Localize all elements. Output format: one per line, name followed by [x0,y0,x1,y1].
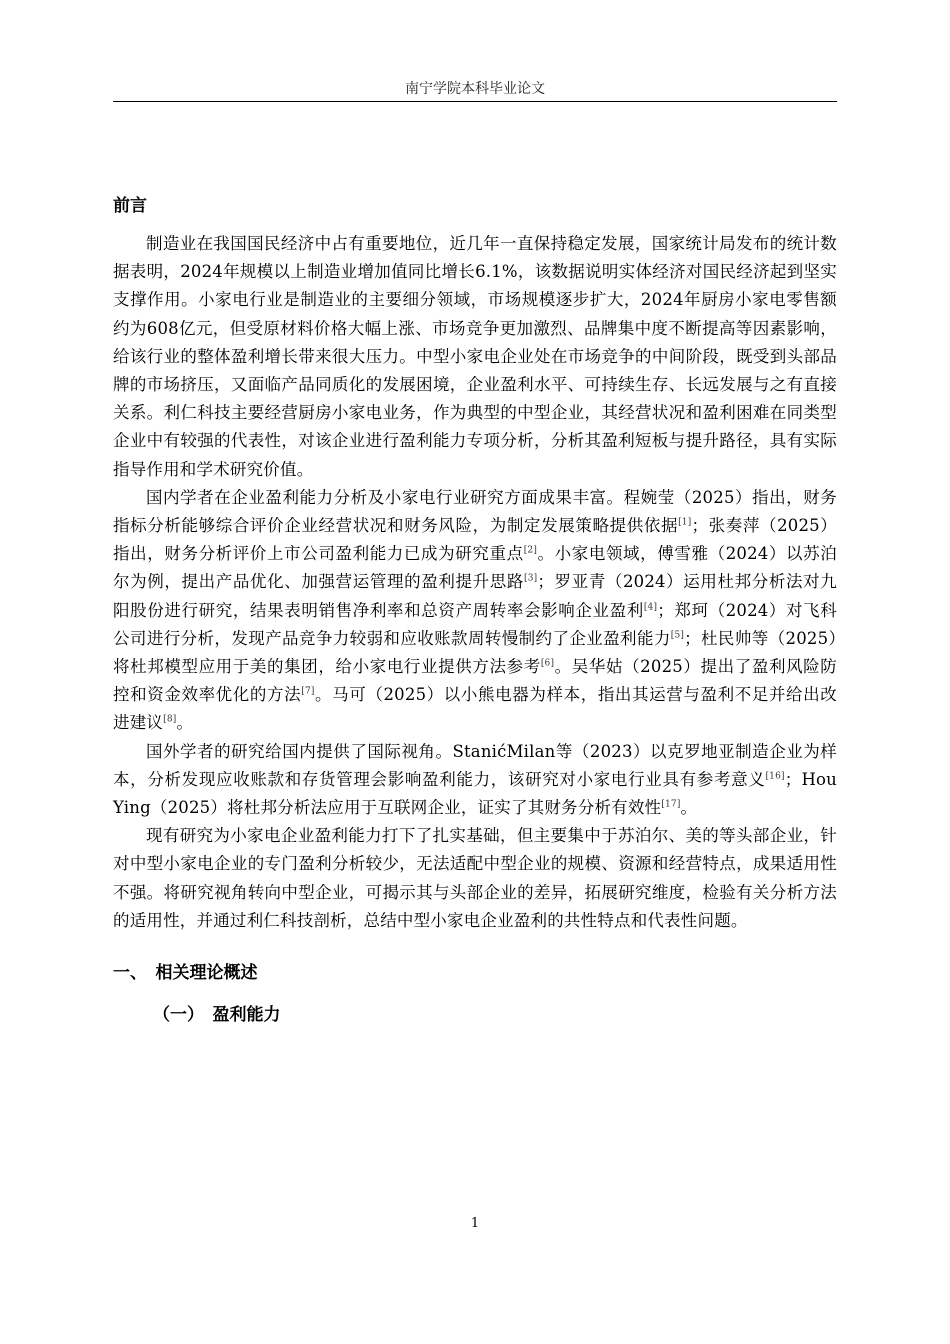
page-number: 1 [470,1216,480,1231]
text-run: ；Hou Ying（2025）将杜邦分析法应用于互联网企业，证实了其财务分析有效性 [113,769,837,818]
preface-heading: 前言 [113,196,147,216]
text-run: 。吴华姑（2025）提出了盈利风险防控和资金效率优化的方法 [113,657,837,705]
text-run: 国外学者的研究给国内提供了国际视角。StanićMilan等（2023）以克罗地亚制造企业为样本，分析发现应收账款和存货管理会影响盈利能力，该研究对小家电行业具有参考意义 [113,741,837,789]
citation-mark: [3] [523,573,538,584]
text-run: ；杜民帅等（2025）将杜邦模型应用于美的集团，给小家电行业提供方法参考 [113,628,837,677]
running-header: 南宁学院本科毕业论文 [405,81,545,97]
subsection-heading-1: （一） 盈利能力 [153,1005,281,1026]
preface-paragraph-3 [113,738,837,823]
page-body [113,190,837,1031]
citation-mark: [16] [765,771,785,782]
citation-mark: [6] [540,658,555,669]
section-heading-1: 一、 相关理论概述 [113,963,258,984]
text-run: 国内学者在企业盈利能力分析及小家电行业研究方面成果丰富。程婉莹（2025）指出，财务指标分析能够综合评价企业经营状况和财务风险，为制定发展策略提供依据 [113,487,837,536]
citation-mark: [8] [163,714,177,725]
citation-mark: [5] [670,630,685,641]
text-run: 。 [680,798,698,818]
citation-mark: [17] [661,799,681,810]
header-rule [113,101,837,102]
citation-mark: [1] [678,517,692,528]
text-run: ；郑珂（2024）对飞科公司进行分析，发现产品竞争力较弱和应收账款周转慢制约了企业盈利能力 [113,600,837,648]
citation-mark: [7] [301,686,315,697]
text-run: 。马可（2025）以小熊电器为样本，指出其运营与盈利不足并给出改进建议 [113,685,837,733]
preface-paragraph-2 [113,484,837,738]
preface-paragraph-4: 现有研究为小家电企业盈利能力打下了扎实基础，但主要集中于苏泊尔、美的等头部企业，针对中型小家电企业的专门盈利分析较少，无法适配中型企业的规模、资源和经营特点，成果适用性不强。将研究视角转向中型企业，可揭示其与头部企业的差异，拓展研究维度，检验有关分析方法的适用性，并通过利仁科技剖析，总结中型小家电企业盈利的共性特点和代表性问题。 [113,826,837,930]
preface-paragraph-1: 制造业在我国国民经济中占有重要地位，近几年一直保持稳定发展，国家统计局发布的统计数据表明，2024年规模以上制造业增加值同比增长6.1%，该数据说明实体经济对国民经济起到坚实支撑作用。小家电行业是制造业的主要细分领域，市场规模逐步扩大，2024年厨房小家电零售额约为608亿元，但受原材料价格大幅上涨、市场竞争更加激烈、品牌集中度不断提高等因素影响，给该行业的整体盈利增长带来很大压力。中型小家电企业处在市场竞争的中间阶段，既受到头部品牌的市场挤压，又面临产品同质化的发展困境，企业盈利水平、可持续生存、长远发展与之有直接关系。利仁科技主要经营厨房小家电业务，作为典型的中型企业，其经营状况和盈利困难在同类型企业中有较强的代表性，对该企业进行盈利能力专项分析，分析其盈利短板与提升路径，具有实际指导作用和学术研究价值。 [113,234,837,479]
text-run: ；罗亚青（2024）运用杜邦分析法对九阳股份进行研究，结果表明销售净利率和总资产周转率会影响企业盈利 [113,572,837,620]
text-run: 。 [176,713,194,733]
citation-mark: [4] [643,602,658,613]
text-run: 。小家电领域，傅雪雅（2024）以苏泊尔为例，提出产品优化、加强营运管理的盈利提升思路 [113,544,837,592]
text-run: ；张奏萍（2025）指出，财务分析评价上市公司盈利能力已成为研究重点 [113,516,837,564]
citation-mark: [2] [523,545,538,556]
